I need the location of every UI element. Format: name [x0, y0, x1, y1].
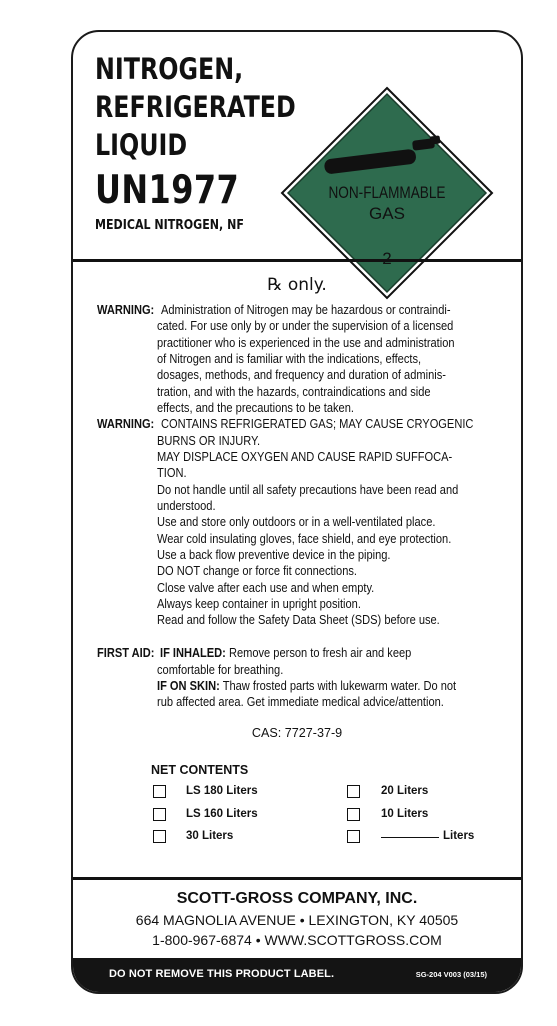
hazard-diamond — [280, 86, 494, 300]
warning-2-line: Close valve after each use and when empty. — [157, 581, 375, 595]
warning-2-line: Do not handle until all safety precautions have been read and — [157, 483, 459, 497]
product-name-line-1: NITROGEN, — [95, 52, 244, 86]
warning-2-line: Always keep container in upright position. — [157, 597, 361, 611]
hazard-text-line-1: NON-FLAMMABLE — [328, 183, 446, 203]
rx-symbol: ℞ — [267, 275, 283, 295]
warning-2-line: MAY DISPLACE OXYGEN AND CAUSE RAPID SUFFOCA- — [157, 450, 453, 464]
warning-2-line: understood. — [157, 499, 216, 513]
custom-liters-blank[interactable] — [381, 837, 439, 838]
custom-liters-label: Liters — [443, 830, 475, 842]
warning-1-line: tration, and with the hazards, contraindications and side — [157, 385, 431, 399]
warning-2-line: CONTAINS REFRIGERATED GAS; MAY CAUSE CRYOGENIC — [161, 417, 474, 431]
company-phone-web: 1-800-967-6874 • WWW.SCOTTGROSS.COM — [152, 932, 442, 948]
warning-1-line: effects, and the precautions to be taken. — [157, 401, 354, 415]
warning-2-line: Use and store only outdoors or in a well-ventilated place. — [157, 515, 436, 529]
footer-code: SG-204 V003 (03/15) — [415, 970, 487, 979]
warning-2-line: Wear cold insulating gloves, face shield, and eye protection. — [157, 532, 452, 546]
warning-1-line: dosages, methods, and frequency and duration of adminis- — [157, 368, 446, 382]
net-contents-title: NET CONTENTS — [151, 763, 249, 777]
warning-1-key: WARNING: — [97, 303, 155, 317]
un-number: UN1977 — [95, 168, 240, 213]
warning-1-line: of Nitrogen and is familiar with the indications, effects, — [157, 352, 422, 366]
warning-2-line: TION. — [157, 466, 187, 480]
option-20-liters-label: 20 Liters — [381, 785, 429, 797]
skin-line-1: Thaw frosted parts with lukewarm water. Do not — [222, 679, 457, 693]
footer-notice: DO NOT REMOVE THIS PRODUCT LABEL. — [109, 968, 335, 980]
warning-2-key: WARNING: — [97, 417, 155, 431]
checkbox-ls160[interactable] — [153, 808, 166, 821]
product-name-line-3: LIQUID — [95, 128, 188, 162]
footer-bar — [71, 958, 523, 994]
first-aid-key: FIRST AID: — [97, 646, 155, 660]
skin-line-2: rub affected area. Get immediate medical advice/attention. — [157, 695, 444, 709]
checkbox-20-liters[interactable] — [347, 785, 360, 798]
warning-1-line: Administration of Nitrogen may be hazardous or contraindi- — [161, 303, 451, 317]
hazard-text-line-2: GAS — [369, 204, 405, 223]
warning-1-line: practitioner who is experienced in the use and administration — [157, 336, 455, 350]
header-divider — [71, 259, 523, 262]
product-label — [71, 30, 523, 994]
skin-key: IF ON SKIN: — [157, 679, 220, 693]
product-name-line-2: REFRIGERATED — [95, 90, 296, 124]
option-10-liters-label: 10 Liters — [381, 808, 429, 820]
checkbox-custom-liters[interactable] — [347, 830, 360, 843]
inhaled-key: IF INHALED: — [160, 646, 226, 660]
cas-number: CAS: 7727-37-9 — [251, 726, 343, 740]
inhaled-line-2: comfortable for breathing. — [157, 663, 284, 677]
product-subtitle: MEDICAL NITROGEN, NF — [95, 218, 244, 233]
checkbox-30-liters[interactable] — [153, 830, 166, 843]
warning-1-line: cated. For use only by or under the supervision of a licensed — [157, 319, 454, 333]
option-custom-liters — [381, 830, 474, 842]
company-name: SCOTT-GROSS COMPANY, INC. — [176, 890, 418, 907]
warning-2-line: BURNS OR INJURY. — [157, 434, 261, 448]
warning-2-line: Read and follow the Safety Data Sheet (SDS) before use. — [157, 613, 440, 627]
option-ls160-label: LS 160 Liters — [186, 808, 258, 820]
first-aid-skin — [157, 678, 456, 694]
checkbox-10-liters[interactable] — [347, 808, 360, 821]
company-divider — [71, 877, 523, 880]
checkbox-ls180[interactable] — [153, 785, 166, 798]
warning-2-line: DO NOT change or force fit connections. — [157, 564, 357, 578]
rx-text: only. — [287, 275, 327, 295]
warning-2-line: Use a back flow preventive device in the piping. — [157, 548, 391, 562]
company-address: 664 MAGNOLIA AVENUE • LEXINGTON, KY 40505 — [135, 912, 459, 928]
option-30-liters-label: 30 Liters — [186, 830, 234, 842]
inhaled-line-1: Remove person to fresh air and keep — [228, 646, 412, 660]
first-aid-inhaled — [160, 645, 411, 661]
rx-only — [73, 275, 521, 295]
option-ls180-label: LS 180 Liters — [186, 785, 258, 797]
